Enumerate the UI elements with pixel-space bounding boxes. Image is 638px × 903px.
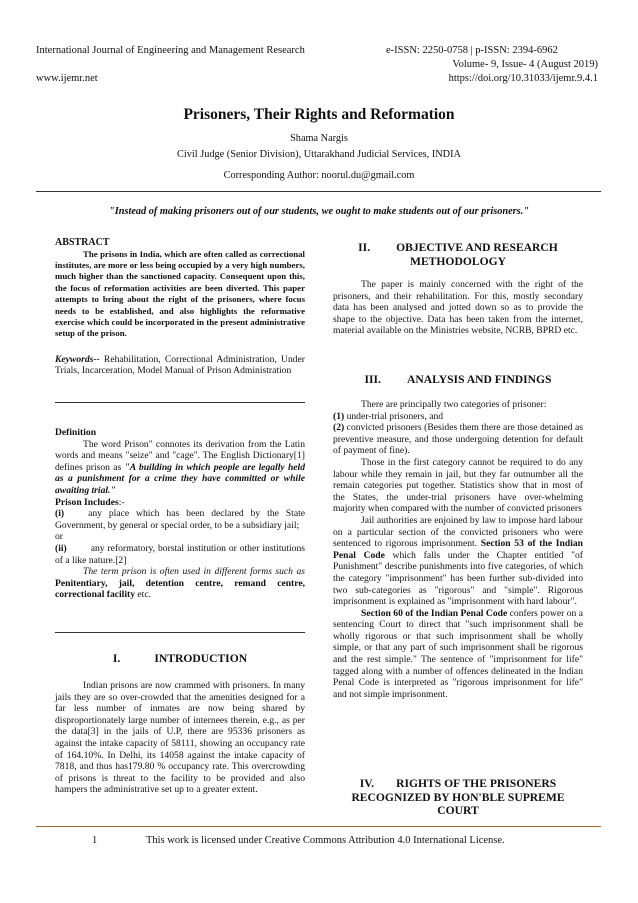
paper-title: Prisoners, Their Rights and Reformation [183, 106, 455, 123]
intro-text: Indian prisons are now crammed with prisoners. In many jails they are so over-crowded that the amenities designed for a far less number of inmates are now being shared by disproportionately large number of internees therein, e.g., as per the data[3] in the jails of U.P, there are 95336 prisoners as against the intake capacity of 58111, showing an occupancy rate of 164.10%. In Delhi, its 14058 against the intake capacity of 7818, and thus has179.80 % occupancy rate. This overcrowding of prisons is threat to the facility to be provided and also hampers the administrative set up to a greater extent. [55, 680, 305, 796]
keywords-text: Rehabilitation, Correctional Administration, Under Trials, Incarceration, Model Manual of Prison Administration [55, 353, 305, 377]
category-2: (2) convicted prisoners (Besides them there are those detained as preventive measure, and those undergoing detention for default of payment of fine). [333, 422, 583, 457]
volume-issue: Volume- 9, Issue- 4 (August 2019) [452, 59, 598, 70]
page-number: 1 [92, 835, 98, 846]
definition-heading: Definition [55, 427, 97, 438]
author-name: Shama Nargis [290, 133, 348, 144]
keywords-label: Keywords-- [55, 353, 100, 365]
doi-link[interactable]: https://doi.org/10.31033/ijemr.9.4.1 [448, 73, 598, 84]
section-3-intro: There are principally two categories of prisoner: [361, 399, 547, 410]
include-item-1: (i) any place which has been declared by the State Government, by general or special order, to be a subsidiary jail; [55, 508, 305, 531]
definition-divider [55, 632, 305, 633]
footer-rule [36, 826, 601, 827]
title-divider [36, 191, 601, 192]
section-3-para-2: Those in the first category cannot be required to do any labour while they remain in jail, but they far outnumber all the remain categories put together. Statistics show that in most of the States, the under-trial prisoners have over-whelming majority when compared with the number of convicted prisoners [333, 456, 583, 515]
include-item-2: (ii) any reformatory, borstal institution or other institutions of a like nature.[2] [55, 542, 305, 566]
term-prison: The term prison is often used in different forms such as Penitentiary, jail, detention centre, remand centre, correctional facility etc. [55, 566, 305, 601]
corresponding-author: Corresponding Author: noorul.du@gmail.com [223, 170, 415, 181]
author-affiliation: Civil Judge (Senior Division), Uttarakhand Judicial Services, INDIA [177, 149, 461, 160]
epigraph-quote: "Instead of making prisoners out of our students, we ought to make students out of our prisoners." [109, 206, 529, 217]
section-4-heading: IV. RIGHTS OF THE PRISONERS RECOGNIZED BY HON'BLE SUPREME COURT [351, 777, 565, 817]
category-1: (1) under-trial prisoners, and [333, 410, 444, 422]
section-3-heading: III. ANALYSIS AND FINDINGS [364, 373, 552, 386]
section-2-heading: II. OBJECTIVE AND RESEARCH METHODOLOGY [358, 241, 558, 268]
definition-text: The word Prison" connotes its derivation from the Latin words and means "seize" and "cage". The English Dictionary[1] defines prison as "A building in which people are legally held as a punishment for a crime they have committed or while awaiting trial." [55, 438, 305, 496]
definition-block [55, 427, 305, 601]
section-3-para-4: Section 60 of the Indian Penal Code confers power on a sentencing Court to direct that "such imprisonment shall be wholly rigorous or that such imprisonment shall be wholly simple, or that any part of such imprisonment shall be rigorous and the rest simple." The sentence of "imprisonment for life" tagged along with a number of offences delineated in the Indian Penal Code is interpreted as "rigorous imprisonment for life" and not simple imprisonment. [333, 607, 583, 700]
issn: e-ISSN: 2250-0758 | p-ISSN: 2394-6962 [386, 45, 558, 56]
abstract-text: The prisons in India, which are often called as correctional institutes, are more or less being occupied by a very high numbers, much higher than the sanctioned capacity. Consequent upon this, the focus of reformation activities are been diverted. This paper attempts to bring about the right of the prisoners, where focus needs to be established, and also highlights the reformative exercise which could be incorporated in the present administrative setup of the prison. [55, 248, 305, 339]
section-2-text-block [333, 279, 583, 337]
intro-text-block [55, 680, 305, 796]
abstract-heading: ABSTRACT [55, 237, 110, 248]
intro-heading: I. INTRODUCTION [112, 652, 248, 665]
section-3-text-block [333, 399, 583, 700]
section-3-para-3: Jail authorities are enjoined by law to impose hard labour on a particular section of the convicted prisoners who were sentenced to rigorous imprisonment. Section 53 of the Indian Penal Code which falls under the Chapter entitled "of Punishment" describe punishments into five categories, of which the category "imprisonment" has been further sub-divided into two sub-categories as "rigorous" and "simple". Rigorous imprisonment is explained as "imprisonment with hard labour". [333, 514, 583, 608]
website-link[interactable]: www.ijemr.net [36, 73, 98, 84]
keywords-divider [55, 402, 305, 403]
section-2-text: The paper is mainly concerned with the right of the prisoners, and their rehabilitation. For this, mostly secondary data has been analysed and jotted down so as to provide the shape to the objective. Data has been taken from the internet, material available on the Ministries website, NCRB, BPRD etc. [333, 279, 583, 337]
left-column [55, 237, 305, 377]
or-text: or [55, 531, 63, 543]
license-text: This work is licensed under Creative Commons Attribution 4.0 International License. [146, 835, 505, 846]
keywords [55, 354, 305, 377]
prison-includes: Prison Includes:- [55, 496, 125, 508]
journal-name: International Journal of Engineering and Management Research [36, 45, 305, 56]
